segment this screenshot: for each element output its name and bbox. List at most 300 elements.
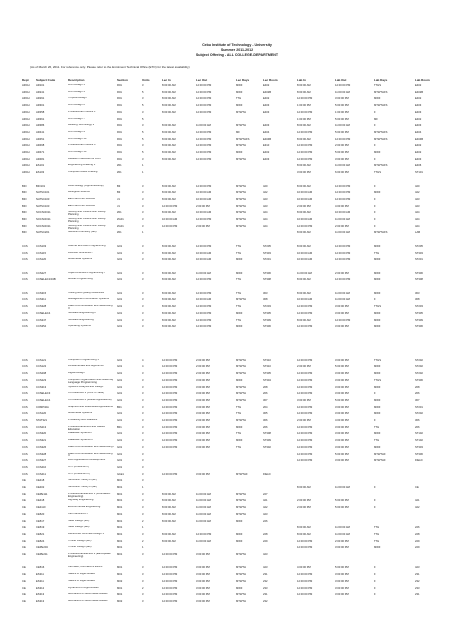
cell-lec-days: MWF <box>236 151 243 154</box>
cell-lab-days: F <box>374 157 376 161</box>
cell-dept: CCS <box>22 398 28 402</box>
cell-subject-code: CCS313 <box>36 385 47 389</box>
cell-lab-out: 3:00:00 PM <box>335 157 349 161</box>
cell-lec-out: 3:00:00 PM <box>196 472 210 476</box>
cell-units: 3 <box>142 553 144 556</box>
table-row <box>0 359 474 363</box>
cell-section: R01 <box>117 157 122 161</box>
cell-dept: ARCH <box>22 90 30 94</box>
cell-lab-room: ST102 <box>415 439 423 443</box>
cell-lab-in: 12:00:00 PM <box>297 412 313 416</box>
cell-lab-in: 12:00:00 PM <box>297 157 313 161</box>
cell-lab-days: MWF <box>374 405 381 409</box>
cell-lab-out: 11:00:00 AM <box>335 164 350 168</box>
cell-lec-out: 3:00:00 PM <box>196 566 210 570</box>
cell-units: 3 <box>142 291 144 295</box>
cell-dept: ARCH <box>22 124 30 128</box>
cell-lab-room: ST303 <box>415 251 423 255</box>
cell-subject-code: CE418 <box>36 479 45 483</box>
cell-units: 3 <box>142 512 144 516</box>
cell-subject-code: CCS311 <box>36 298 46 302</box>
cell-description: Earth and Life Science <box>68 204 96 207</box>
cell-section: M01 <box>117 519 123 523</box>
cell-lec-in: 12:00:00 PM <box>162 593 178 597</box>
cell-section: M01 <box>117 566 123 570</box>
cell-lab-out: 12:00:00 PM <box>335 244 351 248</box>
cell-units: 3 <box>142 325 144 329</box>
cell-lab-out: 12:00:00 PM <box>335 84 351 87</box>
cell-lec-in: 10:00:00 AM <box>162 218 178 221</box>
cell-subject-code: CCS227 <box>36 271 47 275</box>
cell-description: Professional Ethics and Values Education <box>68 425 105 431</box>
cell-subject-code: ES313 <box>36 593 45 597</box>
table-row <box>0 473 474 477</box>
cell-lab-out: 6:00:00 PM <box>335 171 349 175</box>
cell-lab-room: E403 <box>415 110 422 114</box>
cell-dept: CE <box>22 546 26 550</box>
cell-section: G01 <box>117 305 123 309</box>
cell-units: 3 <box>142 425 144 429</box>
cell-lec-out: 12:00:00 PM <box>196 278 212 282</box>
cell-lab-in: 10:00:00 AM <box>297 191 313 195</box>
cell-dept: CE <box>22 479 26 483</box>
cell-lab-days: F <box>374 586 376 590</box>
cell-lec-days: MWF <box>236 325 243 329</box>
cell-dept: BIO <box>22 224 27 228</box>
cell-description: Structural Theory 2 (lec) <box>68 479 97 482</box>
cell-lab-days: MWF <box>374 151 381 154</box>
cell-lab-days: MTWTHF <box>374 459 386 463</box>
cell-description: Arch Design 6 <box>68 104 85 107</box>
cell-dept: BIO <box>22 231 27 235</box>
cell-units: 3 <box>142 392 144 396</box>
table-row <box>0 245 474 249</box>
cell-lab-out: 5:00:00 PM <box>335 365 349 369</box>
cell-description: Computer Aided Drafting <box>68 171 98 174</box>
cell-lec-room: ST309 <box>263 318 271 322</box>
cell-section: M01 <box>117 546 123 550</box>
column-header-row <box>0 78 474 83</box>
cell-lab-room: E402 <box>415 97 422 101</box>
cell-description: Fundamentals and Algorithms <box>68 365 104 368</box>
cell-description: Computer Organization and Assembly Language Programming <box>68 378 114 384</box>
cell-subject-code: SOCSCI011 <box>36 218 51 221</box>
cell-lec-out: 12:00:00 PM <box>196 244 212 248</box>
cell-lab-room: FIELD <box>415 459 423 463</box>
cell-lab-room: 228 <box>415 532 420 536</box>
cell-lab-days: TTHS <box>374 171 382 175</box>
cell-subject-code: CCS321 <box>36 439 47 443</box>
table-row <box>0 587 474 591</box>
cell-description: CE Laws, Contracts & Ethics <box>68 566 103 569</box>
cell-lec-room: 226 <box>263 519 268 523</box>
cell-units: 3 <box>142 459 144 463</box>
cell-description: Statics of Rigid Bodies <box>68 573 95 576</box>
table-row <box>0 593 474 597</box>
table-row <box>0 144 474 148</box>
cell-description: Highway Engineering <box>68 499 94 502</box>
cell-lab-in: 11:00:00 AM <box>297 271 312 275</box>
cell-dept: CCS <box>22 439 28 443</box>
cell-lec-in: 8:00:00 AM <box>162 104 176 108</box>
cell-lec-in: 8:00:00 AM <box>162 311 176 315</box>
cell-lab-in: 12:00:00 PM <box>297 573 313 577</box>
cell-lec-out: 2:00:00 PM <box>196 419 210 422</box>
cell-units: 3 <box>142 258 144 262</box>
cell-lab-room: 232 <box>415 579 420 583</box>
cell-description: Society and Culture with Family Planning <box>68 211 106 217</box>
table-row <box>0 171 474 175</box>
cell-dept: CCS <box>22 372 28 376</box>
cell-units: 3 <box>142 432 144 436</box>
cell-lec-in: 8:00:00 AM <box>162 151 176 154</box>
table-row <box>0 312 474 316</box>
cell-lab-room: E403 <box>415 104 422 108</box>
cell-lab-days: F <box>374 110 376 114</box>
cell-section: G01 <box>117 325 123 329</box>
cell-lec-room: 306 <box>263 419 268 422</box>
cell-lab-out: 12:00:00 PM <box>335 258 351 262</box>
cell-lec-out: 12:00:00 PM <box>196 157 212 161</box>
cell-lec-out: 3:00:00 PM <box>196 445 210 449</box>
cell-dept: ARCH <box>22 130 30 134</box>
cell-subject-code: CCS320 <box>36 432 47 436</box>
table-row <box>0 91 474 95</box>
cell-lec-in: 8:00:00 AM <box>162 251 176 255</box>
cell-lec-out: 3:00:00 PM <box>196 553 210 556</box>
cell-dept: CCS <box>22 419 28 422</box>
cell-lec-out: 3:00:00 PM <box>196 579 210 583</box>
cell-description: Professional Practice 1 <box>68 110 96 113</box>
cell-subject-code: AR471 <box>36 151 45 154</box>
table-row <box>0 185 474 189</box>
table-row <box>0 486 474 490</box>
cell-lab-in: 12:00:00 PM <box>297 405 313 409</box>
cell-lec-room: ST308 <box>263 278 271 282</box>
cell-lab-room: ST202 <box>415 412 423 416</box>
cell-lec-in: 8:00:00 AM <box>162 197 176 201</box>
cell-lab-in: 12:00:00 PM <box>297 452 313 456</box>
table-row <box>0 453 474 457</box>
table-row <box>0 325 474 329</box>
cell-section: G01 <box>117 358 123 362</box>
cell-section: G01 <box>117 311 123 315</box>
cell-dept: ARCH <box>22 157 30 161</box>
table-row <box>0 118 474 122</box>
cell-lec-in: 12:00:00 PM <box>162 599 178 603</box>
table-row <box>0 319 474 323</box>
cell-lec-out: 12:00:00 PM <box>196 130 212 134</box>
cell-lab-out: 12:00:00 PM <box>335 137 351 141</box>
cell-lab-out: 11:00:00 AM <box>335 532 350 536</box>
cell-units: 3 <box>142 499 144 503</box>
cell-lab-days: TTH <box>374 532 380 536</box>
cell-description: Arch Design 7 <box>68 117 85 120</box>
cell-description: Multimedia Systems <box>68 412 93 415</box>
cell-lec-room: 206 <box>263 392 268 396</box>
cell-description: Computer Programming 1 <box>68 358 99 361</box>
cell-description: Statics of Rigid Bodies <box>68 579 95 582</box>
cell-units: 3 <box>142 378 144 382</box>
cell-lec-out: 3:00:00 PM <box>196 385 210 389</box>
cell-lab-in: 8:00:00 AM <box>297 486 311 489</box>
cell-lec-out: 11:00:00 AM <box>196 539 211 543</box>
cell-lec-out: 3:00:00 PM <box>196 573 210 577</box>
cell-lec-out: 12:00:00 PM <box>196 151 212 154</box>
cell-description: Society and Culture with Family Planning <box>68 224 106 230</box>
cell-section: M01 <box>117 506 123 510</box>
cell-units: 4 <box>142 358 144 362</box>
cell-lab-days: MTWTHF <box>374 452 386 456</box>
cell-lec-days: MTWTH <box>236 224 246 228</box>
cell-lec-room: 231 <box>263 573 268 577</box>
cell-subject-code: CCS120 <box>36 258 47 262</box>
cell-lec-room: 420 <box>263 184 268 188</box>
table-row <box>0 399 474 403</box>
cell-subject-code: CE521 <box>36 532 45 536</box>
table-row <box>0 272 474 276</box>
cell-section: G01 <box>117 372 123 376</box>
cell-subject-code: AR481 <box>36 157 45 161</box>
cell-subject-code: NATSC101 <box>36 191 50 195</box>
cell-subject-code: CCS327 <box>36 459 47 463</box>
cell-section: B3 <box>117 184 121 188</box>
cell-description: Steel Design (lab) <box>68 526 90 529</box>
cell-units: 3 <box>142 84 144 87</box>
cell-lab-room: 306 <box>415 419 420 422</box>
cell-lec-room: 228 <box>263 532 268 536</box>
cell-lec-in: 12:00:00 PM <box>162 378 178 382</box>
cell-lab-out: 5:00:00 PM <box>335 452 349 456</box>
cell-lec-days: MWF <box>236 439 243 443</box>
cell-dept: CE <box>22 519 26 523</box>
cell-lec-in: 12:00:00 PM <box>162 412 178 416</box>
cell-lec-days: MWF <box>236 586 243 590</box>
cell-dept: CE <box>22 573 26 577</box>
cell-description: Arch Design 10 <box>68 151 87 153</box>
cell-lab-in: 12:00:00 PM <box>297 445 313 449</box>
cell-lec-days: TTH <box>236 278 242 282</box>
cell-lec-room: 423 <box>263 553 268 556</box>
cell-lec-room: E403 <box>263 104 270 108</box>
cell-lab-room: 231 <box>415 573 420 577</box>
cell-lab-room: 226 <box>415 526 420 530</box>
cell-lab-days: MWF <box>374 385 381 389</box>
header-line-3: Subject Offering - ALL COLLEGE-DEPARTMENT <box>195 53 279 57</box>
cell-lab-room: ST202 <box>415 365 423 369</box>
cell-dept: ARCH <box>22 117 30 121</box>
cell-lab-days: TTHS <box>374 378 382 382</box>
cell-lab-room: ST102 <box>415 432 423 436</box>
cell-lec-in: 8:00:00 AM <box>162 278 176 282</box>
cell-lab-room: 303 <box>415 291 420 295</box>
cell-lec-days: MTWTH <box>236 398 246 402</box>
cell-units: 5 <box>142 104 144 108</box>
cell-description: Dynamics of Rigid Bodies <box>68 586 99 589</box>
cell-units: 3 <box>142 271 144 275</box>
table-row <box>0 225 474 229</box>
cell-lab-room: 422 <box>415 506 420 510</box>
cell-lab-room: ST205 <box>415 244 423 248</box>
cell-lec-in: 12:00:00 PM <box>162 224 178 228</box>
cell-dept: CCS <box>22 465 28 469</box>
cell-lec-out: 10:00:00 AM <box>196 191 212 195</box>
cell-lab-out: 1:00:00 PM <box>335 110 349 114</box>
cell-lab-days: MWF <box>374 412 381 416</box>
cell-dept: CCS <box>22 278 28 282</box>
cell-lec-in: 8:00:00 AM <box>162 499 176 503</box>
cell-lab-in: 12:00:00 PM <box>297 586 313 590</box>
cell-lec-in: 8:00:00 AM <box>162 305 176 309</box>
cell-lab-in: 12:00:00 PM <box>297 144 313 148</box>
cell-lec-out: 12:00:00 PM <box>196 532 212 536</box>
cell-description: Mechanics of Deformable Bodies <box>68 599 108 602</box>
cell-subject-code: AR241 <box>36 90 45 94</box>
cell-lab-in: 8:00:00 AM <box>297 244 311 248</box>
header-line-1: Cebu Institute of Technology - University <box>202 43 272 47</box>
cell-lec-out: 10:00:00 AM <box>196 211 212 215</box>
cell-lec-room: ST205 <box>263 244 271 248</box>
cell-lab-room: 229 <box>415 546 420 550</box>
cell-subject-code: CCS213 <box>36 425 47 429</box>
cell-description: Tropical Design <box>68 97 87 100</box>
cell-section: R01 <box>117 137 122 141</box>
table-row <box>0 252 474 256</box>
col-lab-days: Lab Days <box>374 78 388 82</box>
cell-units: 3 <box>142 218 144 221</box>
cell-lec-room: E402 <box>263 151 270 154</box>
cell-description: CCS Elective 4 (Mobile Applications) <box>68 398 112 401</box>
cell-lab-out: 12:00:00 PM <box>335 191 351 195</box>
cell-section: M01 <box>117 573 123 577</box>
cell-section: M01 <box>117 479 123 483</box>
cell-dept: CE <box>22 566 26 570</box>
cell-lec-days: MTWTH <box>236 124 246 128</box>
cell-lec-days: TTH <box>236 432 242 436</box>
cell-units: 3 <box>142 278 144 282</box>
cell-subject-code: NATSC103 <box>36 197 50 201</box>
cell-lec-in: 12:00:00 PM <box>162 586 178 590</box>
table-row <box>0 231 474 235</box>
cell-description: Digital Design <box>68 372 85 375</box>
cell-lec-in: 8:00:00 AM <box>162 318 176 322</box>
cell-subject-code: AR291 <box>36 97 45 101</box>
cell-units: 3 <box>142 372 144 376</box>
cell-lec-room: 206 <box>263 425 268 429</box>
table-row <box>0 379 474 383</box>
cell-dept: CCS <box>22 244 28 248</box>
cell-lec-days: MTWTH <box>236 385 246 389</box>
cell-units: 3 <box>142 532 144 536</box>
table-row <box>0 459 474 463</box>
table-row <box>0 305 474 309</box>
cell-lab-out: 5:00:00 PM <box>335 117 349 121</box>
cell-dept: ARCH <box>22 97 30 101</box>
cell-lab-out: 2:00:00 PM <box>335 224 349 228</box>
cell-lec-room: 303 <box>263 291 268 295</box>
cell-lab-room: E404B <box>415 137 424 141</box>
cell-lec-room: 307 <box>263 398 268 402</box>
table-row <box>0 198 474 202</box>
cell-lec-days: MWF <box>236 378 243 382</box>
cell-description: Professional Practice 3 <box>68 144 96 147</box>
cell-lec-out: 12:00:00 PM <box>196 318 212 322</box>
cell-lab-in: 8:00:00 AM <box>297 532 311 536</box>
cell-dept: CCS <box>22 291 28 295</box>
cell-lab-in: 1:00:00 PM <box>297 104 311 108</box>
cell-section: Z01 <box>117 231 122 235</box>
cell-lec-room: E402B <box>263 90 272 94</box>
cell-subject-code: AR361 <box>36 117 45 121</box>
cell-lab-room: E402 <box>415 151 422 154</box>
cell-lec-days: MTWTH <box>236 512 246 516</box>
cell-dept: CE <box>22 539 26 543</box>
cell-lec-days: MTWTH <box>236 419 246 422</box>
cell-lab-in: 12:00:00 PM <box>297 358 313 362</box>
cell-units: 3 <box>142 506 144 510</box>
cell-lec-days: MTWTH <box>236 573 246 577</box>
table-row <box>0 372 474 376</box>
cell-description: Structural Theory 2 (lab) <box>68 486 97 488</box>
table-row <box>0 466 474 470</box>
cell-lab-in: 2:00:00 PM <box>297 499 311 503</box>
cell-section: J1 <box>117 204 120 208</box>
cell-subject-code: AR301 <box>36 104 45 108</box>
cell-lab-in: 12:00:00 PM <box>297 459 313 463</box>
cell-lec-out: 12:00:00 PM <box>196 110 212 114</box>
cell-lab-out: 3:00:00 PM <box>335 358 349 362</box>
cell-lab-out: 4:00:00 PM <box>335 204 349 208</box>
cell-lab-room: E402 <box>415 144 422 148</box>
cell-description: Arch Design 9 <box>68 130 85 133</box>
table-row <box>0 526 474 530</box>
cell-subject-code: CCS411 <box>36 472 46 476</box>
cell-lec-in: 12:00:00 PM <box>162 445 178 449</box>
table-row <box>0 352 474 356</box>
cell-lab-in: 8:00:00 AM <box>297 184 311 188</box>
cell-units: 3 <box>142 472 144 476</box>
cell-dept: BIO <box>22 211 27 215</box>
cell-lec-out: 11:00:00 AM <box>196 499 211 503</box>
cell-lec-out: 12:00:00 PM <box>196 144 212 148</box>
cell-lab-days: MTWTHFS <box>374 130 388 134</box>
col-lab-out: Lab Out <box>335 78 347 82</box>
cell-units: 5 <box>142 90 144 94</box>
cell-lab-days: F <box>374 593 376 597</box>
table-row <box>0 580 474 584</box>
cell-dept: BIO <box>22 218 27 221</box>
cell-section: G01 <box>117 439 123 443</box>
cell-subject-code: CEPE204 <box>36 546 48 550</box>
table-row <box>0 97 474 101</box>
cell-lec-in: 8:00:00 AM <box>162 512 176 516</box>
cell-lec-days: TTH <box>236 305 242 309</box>
cell-lab-days: F <box>374 392 376 396</box>
cell-units: 1 <box>142 526 144 530</box>
cell-lec-room: 208 <box>263 385 268 389</box>
cell-lab-out: 3:00:00 PM <box>335 325 349 329</box>
cell-dept: CCS <box>22 258 28 262</box>
cell-lec-out: 11:00:00 AM <box>196 506 211 510</box>
cell-lec-days: MWF <box>236 271 243 275</box>
cell-units: 3 <box>142 579 144 583</box>
cell-section: Z01 <box>117 164 122 168</box>
cell-subject-code: CCS208 <box>36 372 47 376</box>
cell-lab-days: MTWTHFS <box>374 104 388 108</box>
cell-dept: CCS <box>22 425 28 429</box>
cell-lab-out: 3:00:00 PM <box>335 586 349 590</box>
cell-subject-code: CE517 <box>36 519 45 523</box>
